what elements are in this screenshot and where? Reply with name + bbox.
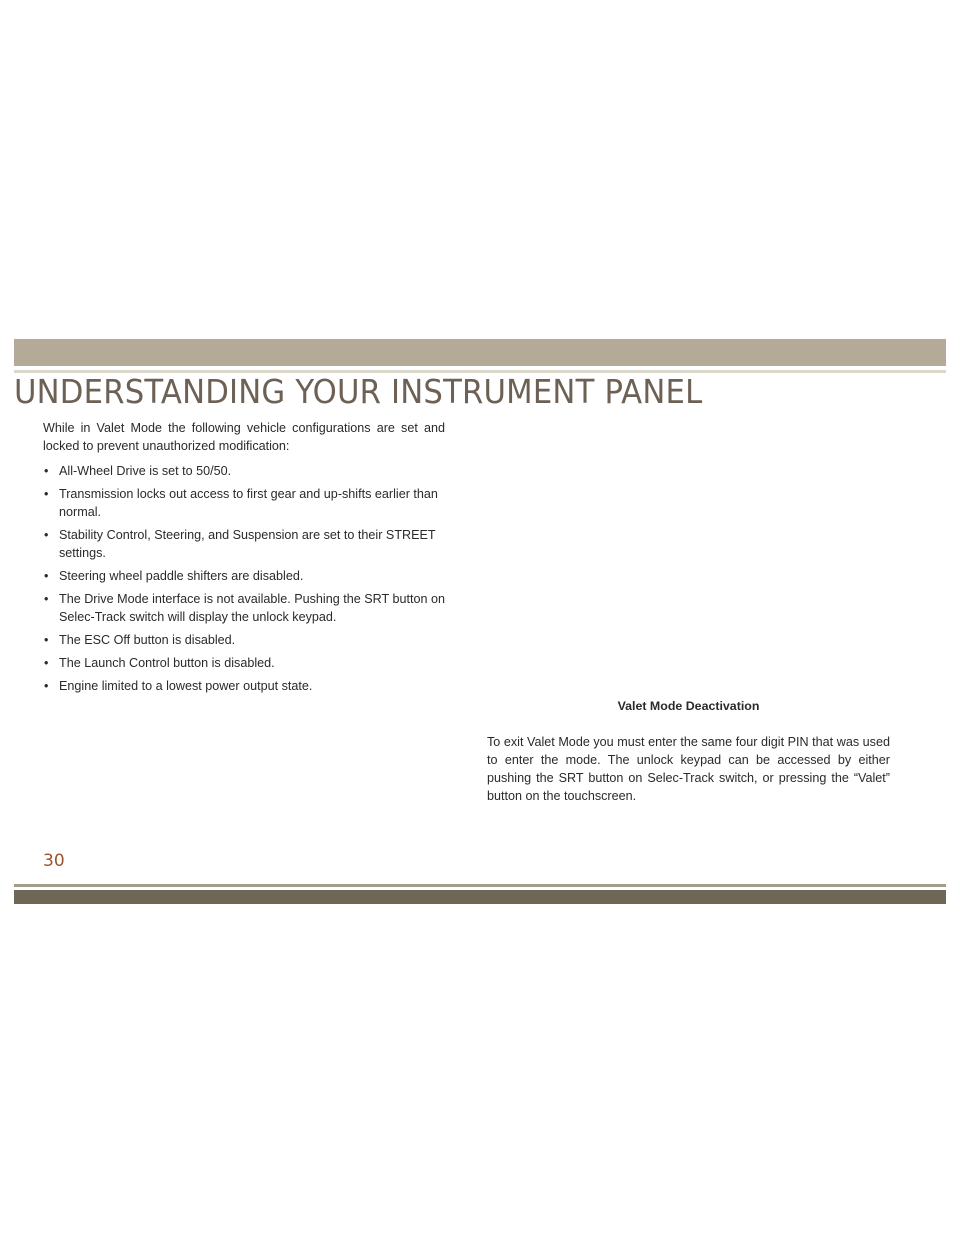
bullet-icon: • (44, 528, 49, 542)
footer-divider (14, 884, 946, 887)
list-item-text: The ESC Off button is disabled. (59, 633, 236, 647)
list-item (43, 567, 445, 585)
section-title: UNDERSTANDING YOUR INSTRUMENT PANEL (14, 372, 703, 411)
bullet-icon: • (44, 679, 49, 693)
footer-band (14, 890, 946, 904)
header-band (14, 339, 946, 366)
list-item-text: Transmission locks out access to first gear and up-shifts earlier than normal. (59, 487, 438, 519)
list-item (43, 677, 445, 695)
deactivation-paragraph: To exit Valet Mode you must enter the same four digit PIN that was used to enter the mode. The unlock keypad can be accessed by either pushing the SRT button on Selec-Track switch, or pressing the “Valet” button on the touchscreen. (487, 735, 890, 803)
list-item-text: The Launch Control button is disabled. (59, 656, 275, 670)
list-item (43, 590, 445, 626)
list-item-text: Engine limited to a lowest power output state. (59, 679, 313, 693)
right-column (487, 697, 890, 805)
list-item (43, 631, 445, 649)
list-item (43, 654, 445, 672)
bullet-icon: • (44, 569, 49, 583)
list-item-text: Steering wheel paddle shifters are disabled. (59, 569, 304, 583)
list-item (43, 485, 445, 521)
list-item-text: All-Wheel Drive is set to 50/50. (59, 464, 232, 478)
page-number: 30 (43, 851, 65, 871)
intro-paragraph: While in Valet Mode the following vehicle configurations are set and locked to prevent unauthorized modification: (43, 421, 445, 453)
bullet-icon: • (44, 633, 49, 647)
left-column (43, 419, 445, 700)
list-item (43, 526, 445, 562)
bullet-icon: • (44, 592, 49, 606)
bullet-icon: • (44, 487, 49, 501)
bullet-icon: • (44, 656, 49, 670)
restriction-list (43, 462, 445, 695)
list-item-text: The Drive Mode interface is not available. Pushing the SRT button on Selec-Track switch will display the unlock keypad. (59, 592, 445, 624)
subsection-heading: Valet Mode Deactivation (617, 699, 760, 713)
list-item-text: Stability Control, Steering, and Suspension are set to their STREET settings. (59, 528, 436, 560)
bullet-icon: • (44, 464, 49, 478)
list-item (43, 462, 445, 480)
